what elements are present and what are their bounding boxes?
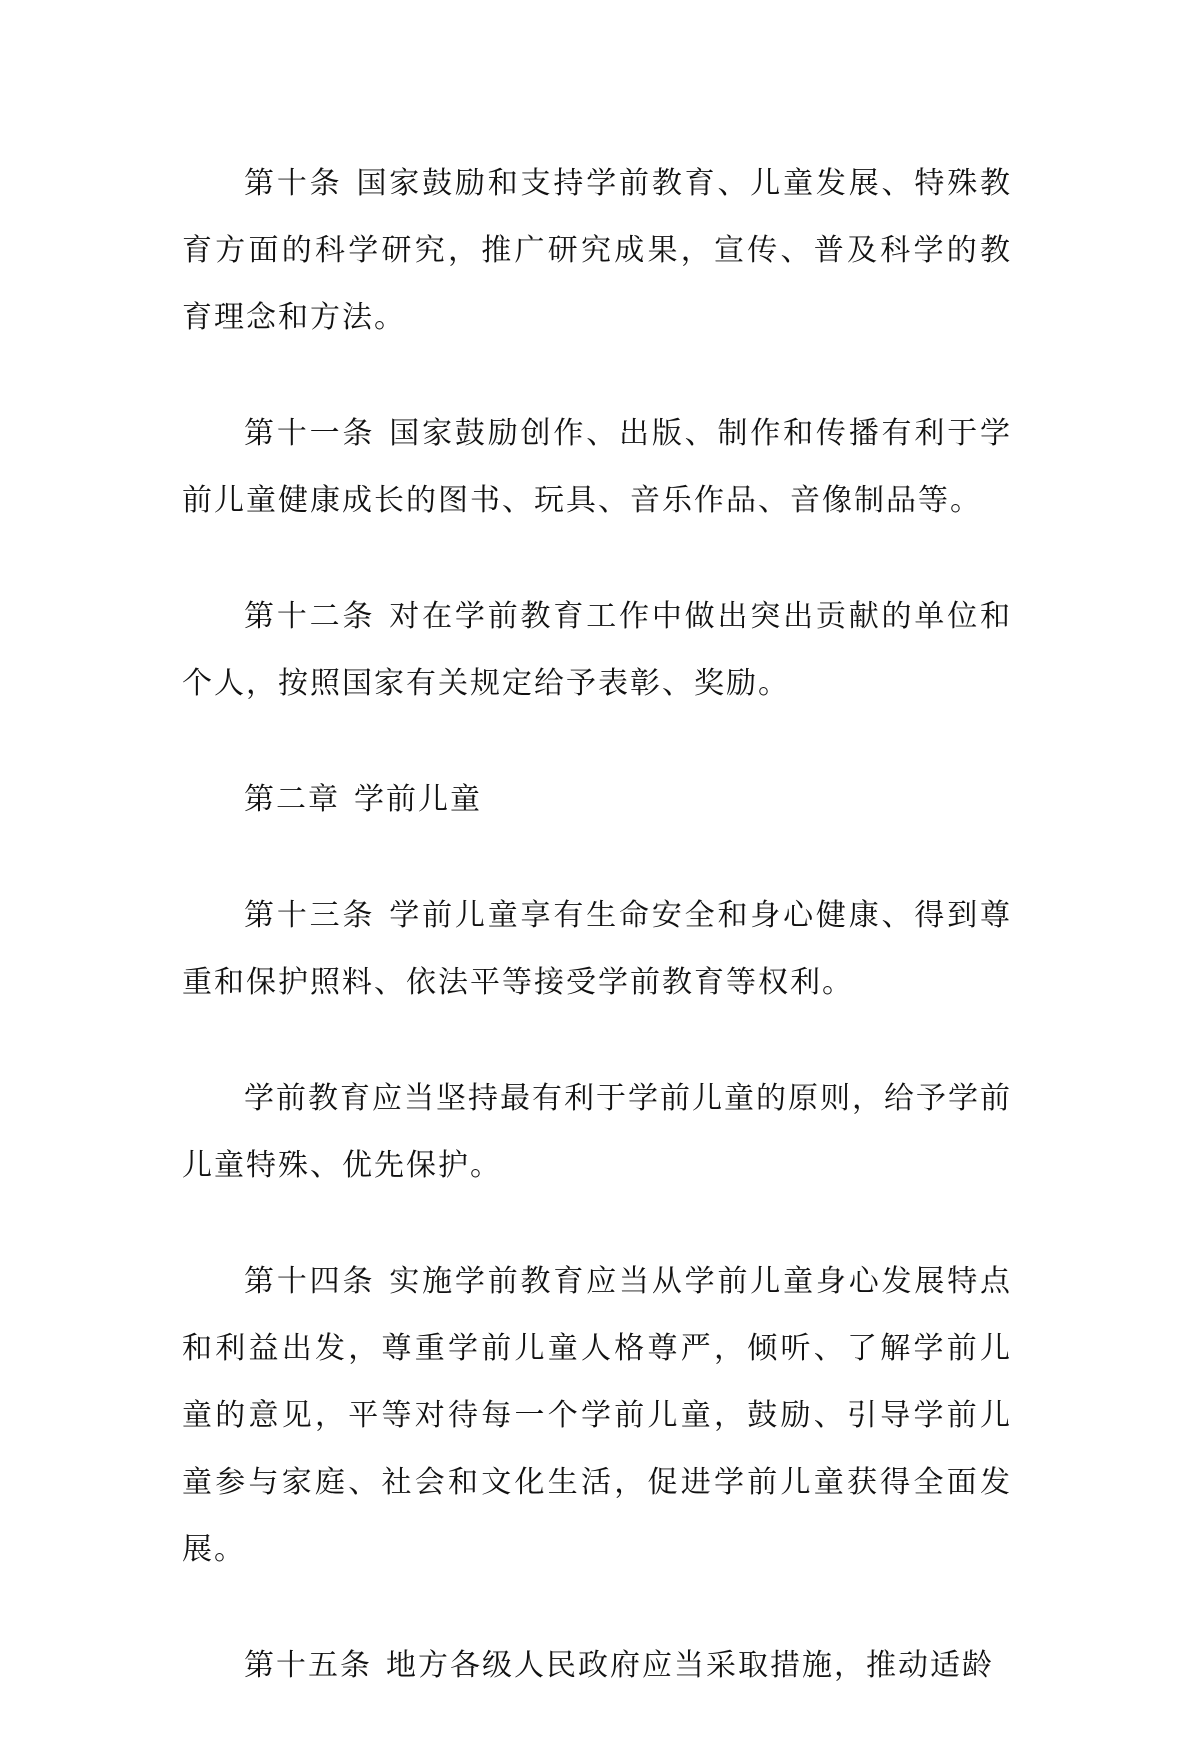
chapter-label: 第二章 — [244, 782, 340, 817]
chapter-title: 学前儿童 — [354, 782, 482, 817]
article-13-clause-2 — [182, 1065, 1012, 1199]
article-12 — [182, 583, 1012, 717]
article-text: 学前儿童享有生命安全和身心健康、得到尊重和保护照料、依法平等接受学前教育等权利。 — [182, 898, 1013, 1000]
article-15 — [182, 1632, 1012, 1699]
article-text: 学前教育应当坚持最有利于学前儿童的原则，给予学前儿童特殊、优先保护。 — [182, 1081, 1012, 1183]
chapter-heading — [182, 766, 1012, 833]
article-10 — [182, 150, 1012, 351]
article-text: 国家鼓励创作、出版、制作和传播有利于学前儿童健康成长的图书、玩具、音乐作品、音像制品等。 — [182, 416, 1013, 518]
article-13 — [182, 882, 1012, 1016]
article-11 — [182, 400, 1012, 534]
article-text: 实施学前教育应当从学前儿童身心发展特点和利益出发，尊重学前儿童人格尊严，倾听、了解学前儿童的意见，平等对待每一个学前儿童，鼓励、引导学前儿童参与家庭、社会和文化生活，促进学前儿童获得全面发展。 — [182, 1264, 1013, 1567]
article-label: 第十一条 — [244, 416, 376, 451]
article-label: 第十五条 — [244, 1648, 372, 1683]
article-text: 国家鼓励和支持学前教育、儿童发展、特殊教育方面的科学研究，推广研究成果，宣传、普及科学的教育理念和方法。 — [182, 166, 1013, 335]
article-label: 第十二条 — [244, 599, 376, 634]
article-label: 第十条 — [244, 166, 343, 201]
article-label: 第十三条 — [244, 898, 376, 933]
article-text: 对在学前教育工作中做出突出贡献的单位和个人，按照国家有关规定给予表彰、奖励。 — [182, 599, 1013, 701]
article-label: 第十四条 — [244, 1264, 376, 1299]
article-text: 地方各级人民政府应当采取措施，推动适龄 — [386, 1648, 994, 1683]
article-14 — [182, 1248, 1012, 1583]
document-body — [182, 150, 1012, 1748]
